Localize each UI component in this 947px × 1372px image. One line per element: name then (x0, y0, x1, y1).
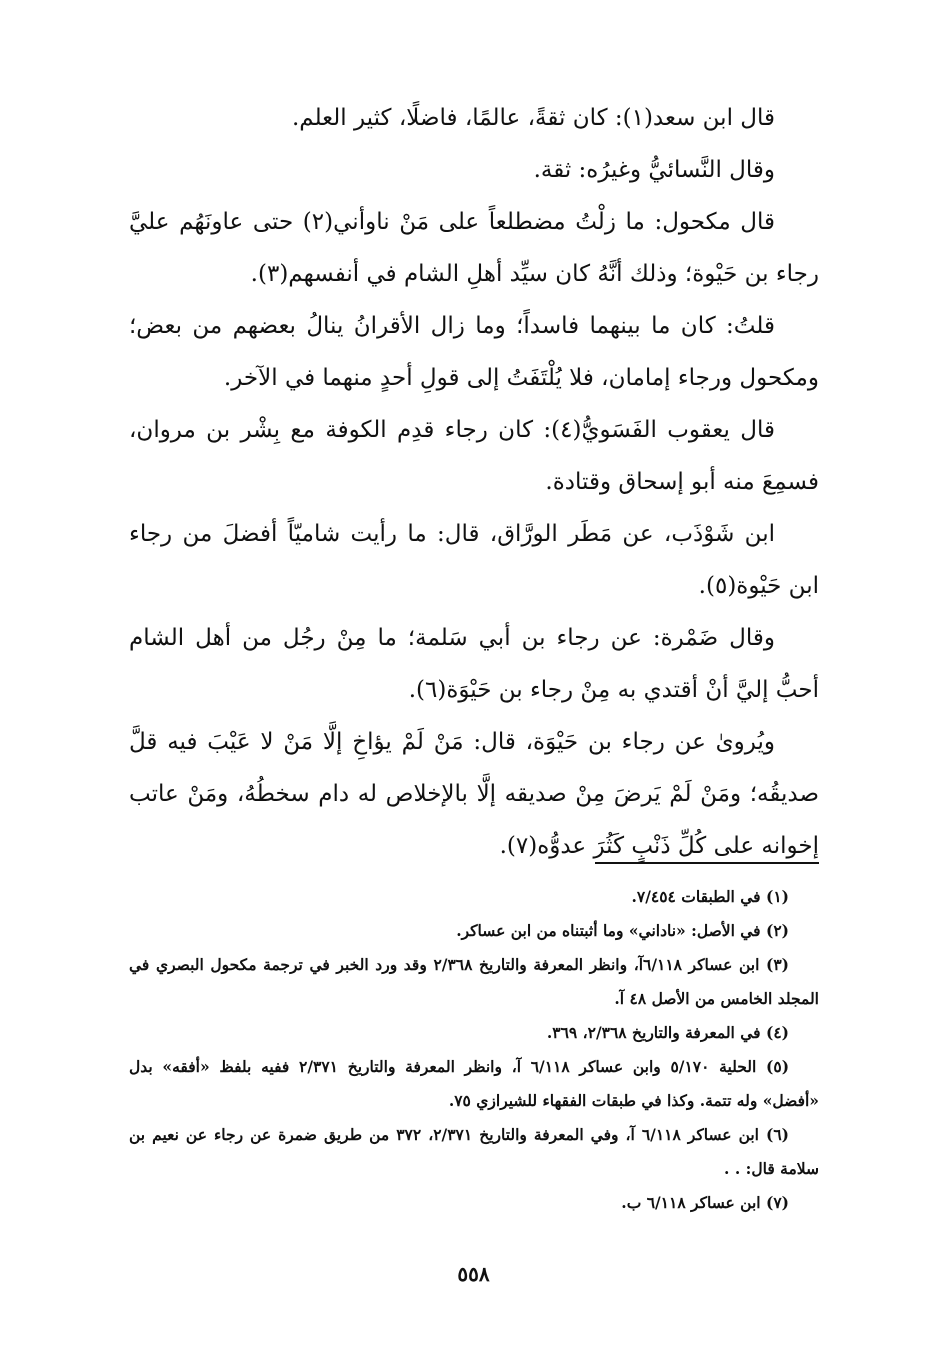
paragraph-nasai: وقال النَّسائيُّ وغيرُه: ثقة. (533, 157, 775, 183)
paragraph-ibn-shawdhab: ابن شَوْذَب، عن مَطَر الورَّاق، قال: ما رأيت شاميّاً أفضلَ من رجاء ابن حَيْوة(٥). (129, 521, 819, 599)
paragraph-damra: وقال ضَمْرة: عن رجاء بن أبي سَلمة؛ ما مِنْ رجُل من أهل الشام أحبُّ إليَّ أنْ أقتدي به مِنْ رجاء بن حَيْوَة(٦). (129, 625, 819, 703)
footnote-3: (٣) ابن عساكر ٦/١١٨آ، وانظر المعرفة والتاريخ ٢/٣٦٨ وقد ورد الخبر في ترجمة مكحول البصري في المجلد الخامس من الأصل ٤٨ آ. (129, 955, 819, 1008)
footnote-7: (٧) ابن عساكر ٦/١١٨ ب. (621, 1193, 789, 1212)
footnote-1: (١) في الطبقات ٧/٤٥٤. (631, 887, 789, 906)
paragraph-raja-saying: ويُروىٰ عن رجاء بن حَيْوَة، قال: مَنْ لَمْ يؤاخِ إلَّا مَنْ لا عَيْبَ فيه قلَّ صديقُه؛ ومَنْ لَمْ يَرضَ مِنْ صديقه إلَّا بالإخلاص له دام سخطُهُ، ومَنْ عاتب إخوانه على كُلِّ ذَنْبٍ كَثُرَ عدوُّه(٧). (129, 729, 819, 859)
footnote-4: (٤) في المعرفة والتاريخ ٢/٣٦٨، ٣٦٩. (546, 1023, 789, 1042)
main-text (129, 92, 819, 872)
paragraph-makhul: قال مكحول: ما زلْتُ مضطلعاً على مَنْ ناوأني(٢) حتى عاونَهُم عليَّ رجاء بن حَيْوة؛ وذلك أنَّهُ كان سيِّد أهلِ الشام في أنفسهم(٣). (129, 209, 819, 287)
paragraph-ibn-saad: قال ابن سعد(١): كان ثقةً، عالمًا، فاضلًا، كثير العلم. (291, 105, 775, 131)
paragraph-yaqub-fasawi: قال يعقوب الفَسَويُّ(٤): كان رجاء قدِم الكوفة مع بِشْر بن مروان، فسمِعَ منه أبو إسحاق وقتادة. (129, 417, 819, 495)
page-number: ٥٥٨ (457, 1262, 490, 1286)
footnote-5: (٥) الحلية ٥/١٧٠ وابن عساكر ٦/١١٨ آ، وانظر المعرفة والتاريخ ٢/٣٧١ ففيه بلفظ «أفقه» بدل «أفضل» وله تتمة. وكذا في طبقات الفقهاء للشيرازي ٧٥. (129, 1057, 819, 1110)
footnote-6: (٦) ابن عساكر ٦/١١٨ آ، وفي المعرفة والتاريخ ٢/٣٧١، ٣٧٢ من طريق ضمرة عن رجاء عن نعيم بن سلامة قال: . . (129, 1125, 819, 1178)
footnotes (129, 880, 819, 1220)
footnote-separator (595, 862, 819, 864)
paragraph-author-comment: قلتُ: كان ما بينهما فاسداً؛ وما زال الأقرانُ ينالُ بعضهم من بعض؛ ومكحول ورجاء إمامان، فلا يُلْتَفَتُ إلى قولِ أحدٍ منهما في الآخر. (129, 313, 819, 391)
footnote-2: (٢) في الأصل: «ناداني» وما أثبتناه من ابن عساكر. (456, 921, 789, 940)
